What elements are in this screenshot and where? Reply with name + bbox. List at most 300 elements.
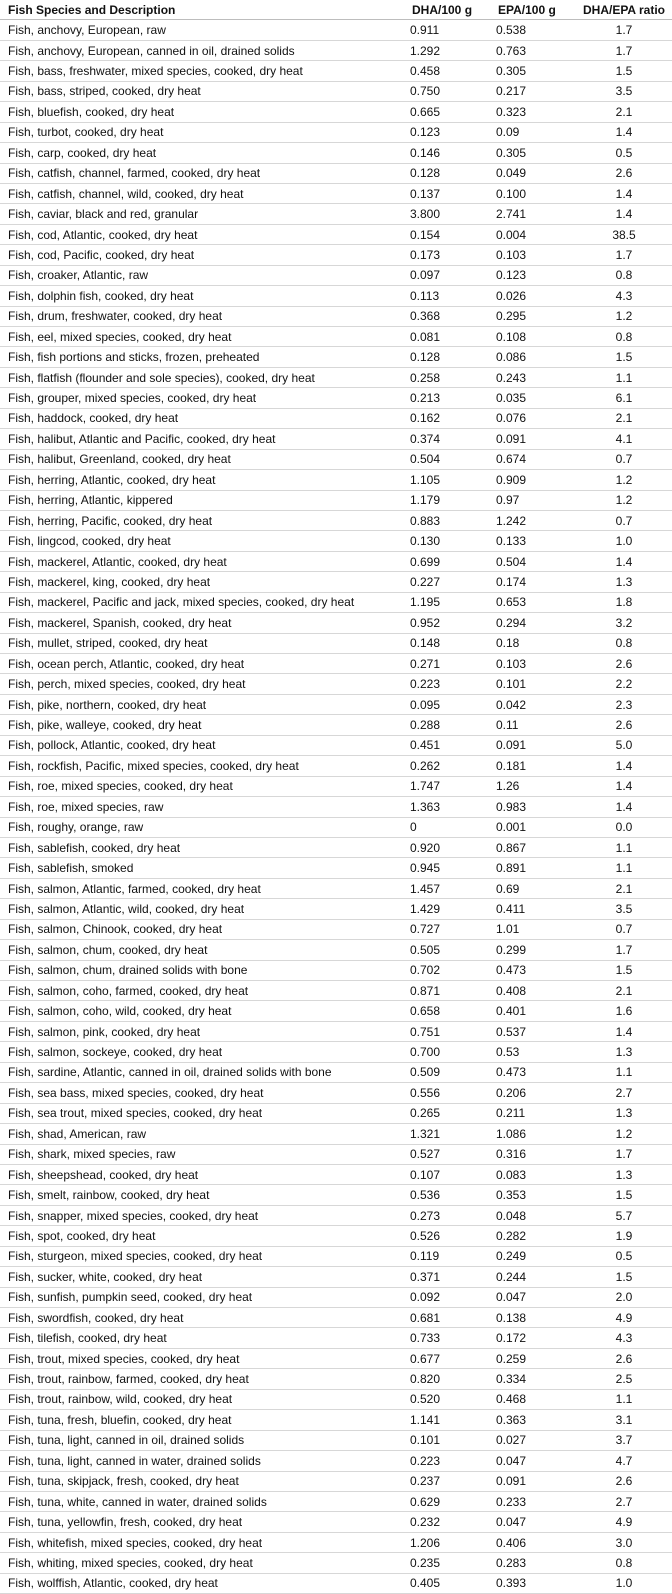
cell-epa: 0.100 [490,183,576,203]
cell-dha: 0.092 [404,1287,490,1307]
cell-epa: 0.172 [490,1328,576,1348]
cell-epa: 0.108 [490,327,576,347]
cell-ratio: 1.3 [576,1042,672,1062]
cell-dha: 0.368 [404,306,490,326]
cell-description: Fish, shad, American, raw [0,1124,404,1144]
cell-epa: 0.468 [490,1389,576,1409]
table-row [0,592,672,612]
cell-description: Fish, rockfish, Pacific, mixed species, cooked, dry heat [0,756,404,776]
cell-epa: 0.867 [490,837,576,857]
table-row [0,1532,672,1552]
table-row [0,531,672,551]
cell-ratio: 1.2 [576,1124,672,1144]
cell-epa: 0.393 [490,1573,576,1593]
cell-ratio: 1.1 [576,858,672,878]
cell-dha: 0 [404,817,490,837]
table-row [0,1164,672,1184]
table-row [0,817,672,837]
cell-dha: 0.451 [404,735,490,755]
cell-epa: 0.049 [490,163,576,183]
table-row [0,919,672,939]
cell-description: Fish, shark, mixed species, raw [0,1144,404,1164]
cell-ratio: 2.7 [576,1491,672,1511]
table-row [0,143,672,163]
cell-description: Fish, turbot, cooked, dry heat [0,122,404,142]
table-row [0,1553,672,1573]
cell-ratio: 1.4 [576,756,672,776]
cell-ratio: 1.7 [576,40,672,60]
cell-dha: 0.665 [404,102,490,122]
cell-description: Fish, drum, freshwater, cooked, dry heat [0,306,404,326]
table-row [0,1083,672,1103]
cell-dha: 0.101 [404,1430,490,1450]
cell-dha: 0.374 [404,429,490,449]
table-row [0,674,672,694]
cell-ratio: 1.5 [576,1267,672,1287]
cell-dha: 0.371 [404,1267,490,1287]
cell-dha: 0.130 [404,531,490,551]
cell-ratio: 1.0 [576,531,672,551]
cell-epa: 0.09 [490,122,576,142]
cell-dha: 1.429 [404,899,490,919]
table-row [0,388,672,408]
cell-description: Fish, tuna, white, canned in water, drained solids [0,1491,404,1511]
cell-dha: 0.733 [404,1328,490,1348]
cell-description: Fish, salmon, coho, wild, cooked, dry heat [0,1001,404,1021]
table-row [0,490,672,510]
cell-epa: 0.048 [490,1205,576,1225]
cell-epa: 0.259 [490,1348,576,1368]
cell-dha: 1.321 [404,1124,490,1144]
cell-ratio: 2.6 [576,1471,672,1491]
cell-description: Fish, ocean perch, Atlantic, cooked, dry heat [0,654,404,674]
cell-ratio: 2.6 [576,163,672,183]
cell-ratio: 1.4 [576,122,672,142]
cell-ratio: 1.1 [576,367,672,387]
table-row [0,1491,672,1511]
table-row [0,1144,672,1164]
cell-epa: 0.983 [490,797,576,817]
cell-dha: 0.271 [404,654,490,674]
cell-description: Fish, haddock, cooked, dry heat [0,408,404,428]
cell-description: Fish, sturgeon, mixed species, cooked, dry heat [0,1246,404,1266]
cell-epa: 0.18 [490,633,576,653]
cell-ratio: 1.5 [576,960,672,980]
cell-ratio: 2.2 [576,674,672,694]
table-row [0,1267,672,1287]
table-row [0,449,672,469]
cell-dha: 0.702 [404,960,490,980]
cell-epa: 0.091 [490,735,576,755]
cell-ratio: 4.9 [576,1512,672,1532]
cell-ratio: 1.1 [576,1389,672,1409]
table-row [0,367,672,387]
cell-epa: 0.123 [490,265,576,285]
cell-dha: 1.292 [404,40,490,60]
cell-epa: 0.538 [490,20,576,40]
cell-ratio: 1.1 [576,1062,672,1082]
cell-epa: 0.001 [490,817,576,837]
cell-dha: 0.162 [404,408,490,428]
cell-dha: 1.195 [404,592,490,612]
table-row [0,204,672,224]
cell-description: Fish, salmon, chum, cooked, dry heat [0,940,404,960]
table-row [0,776,672,796]
column-header-epa: EPA/100 g [490,0,576,20]
table-row [0,715,672,735]
cell-dha: 0.265 [404,1103,490,1123]
cell-description: Fish, roe, mixed species, raw [0,797,404,817]
table-row [0,1001,672,1021]
cell-dha: 0.405 [404,1573,490,1593]
cell-epa: 0.891 [490,858,576,878]
cell-epa: 0.674 [490,449,576,469]
table-row [0,429,672,449]
cell-epa: 0.299 [490,940,576,960]
cell-dha: 0.505 [404,940,490,960]
cell-dha: 0.223 [404,674,490,694]
cell-ratio: 1.2 [576,306,672,326]
cell-description: Fish, spot, cooked, dry heat [0,1226,404,1246]
cell-description: Fish, tuna, yellowfin, fresh, cooked, dry heat [0,1512,404,1532]
cell-description: Fish, tuna, skipjack, fresh, cooked, dry heat [0,1471,404,1491]
cell-epa: 0.091 [490,429,576,449]
cell-epa: 0.047 [490,1451,576,1471]
cell-ratio: 1.5 [576,61,672,81]
table-row [0,960,672,980]
table-row [0,510,672,530]
cell-description: Fish, halibut, Atlantic and Pacific, cooked, dry heat [0,429,404,449]
cell-epa: 0.323 [490,102,576,122]
cell-dha: 0.107 [404,1164,490,1184]
table-row [0,183,672,203]
cell-description: Fish, herring, Pacific, cooked, dry heat [0,510,404,530]
cell-ratio: 4.3 [576,286,672,306]
cell-epa: 0.133 [490,531,576,551]
cell-epa: 0.763 [490,40,576,60]
table-row [0,1185,672,1205]
cell-epa: 0.305 [490,61,576,81]
cell-epa: 0.295 [490,306,576,326]
column-header-dha: DHA/100 g [404,0,490,20]
cell-description: Fish, mackerel, Pacific and jack, mixed species, cooked, dry heat [0,592,404,612]
cell-description: Fish, salmon, chum, drained solids with bone [0,960,404,980]
table-row [0,122,672,142]
cell-epa: 0.243 [490,367,576,387]
table-row [0,1348,672,1368]
table-row [0,163,672,183]
cell-epa: 0.217 [490,81,576,101]
cell-epa: 0.401 [490,1001,576,1021]
cell-ratio: 3.1 [576,1410,672,1430]
cell-epa: 0.042 [490,694,576,714]
table-row [0,1389,672,1409]
cell-description: Fish, salmon, coho, farmed, cooked, dry heat [0,981,404,1001]
cell-epa: 0.411 [490,899,576,919]
cell-dha: 0.699 [404,551,490,571]
cell-description: Fish, smelt, rainbow, cooked, dry heat [0,1185,404,1205]
header-row [0,0,672,20]
table-row [0,1287,672,1307]
cell-ratio: 1.6 [576,1001,672,1021]
cell-dha: 0.137 [404,183,490,203]
table-row [0,797,672,817]
cell-epa: 0.206 [490,1083,576,1103]
cell-epa: 0.103 [490,654,576,674]
cell-description: Fish, whitefish, mixed species, cooked, dry heat [0,1532,404,1552]
cell-ratio: 0.8 [576,633,672,653]
table-row [0,470,672,490]
cell-ratio: 0.8 [576,1553,672,1573]
table-row [0,1410,672,1430]
cell-ratio: 0.0 [576,817,672,837]
cell-ratio: 1.4 [576,204,672,224]
cell-epa: 0.282 [490,1226,576,1246]
cell-epa: 0.473 [490,960,576,980]
cell-description: Fish, sea bass, mixed species, cooked, dry heat [0,1083,404,1103]
cell-dha: 0.119 [404,1246,490,1266]
cell-dha: 1.179 [404,490,490,510]
cell-ratio: 1.4 [576,797,672,817]
cell-description: Fish, pollock, Atlantic, cooked, dry heat [0,735,404,755]
cell-ratio: 0.8 [576,327,672,347]
cell-ratio: 1.3 [576,1103,672,1123]
cell-dha: 0.952 [404,613,490,633]
cell-ratio: 2.6 [576,1348,672,1368]
cell-epa: 0.69 [490,878,576,898]
cell-description: Fish, mackerel, king, cooked, dry heat [0,572,404,592]
cell-description: Fish, wolffish, Atlantic, cooked, dry heat [0,1573,404,1593]
cell-dha: 0.154 [404,224,490,244]
table-row [0,306,672,326]
cell-ratio: 0.8 [576,265,672,285]
cell-epa: 0.504 [490,551,576,571]
cell-description: Fish, anchovy, European, raw [0,20,404,40]
cell-ratio: 3.0 [576,1532,672,1552]
cell-description: Fish, carp, cooked, dry heat [0,143,404,163]
table-row [0,408,672,428]
table-row [0,694,672,714]
cell-description: Fish, pike, northern, cooked, dry heat [0,694,404,714]
cell-ratio: 1.2 [576,490,672,510]
cell-epa: 0.283 [490,1553,576,1573]
cell-epa: 0.316 [490,1144,576,1164]
cell-dha: 0.681 [404,1308,490,1328]
cell-dha: 0.081 [404,327,490,347]
cell-dha: 1.206 [404,1532,490,1552]
cell-description: Fish, sheepshead, cooked, dry heat [0,1164,404,1184]
cell-ratio: 5.0 [576,735,672,755]
table-row [0,81,672,101]
cell-description: Fish, sablefish, smoked [0,858,404,878]
cell-description: Fish, sea trout, mixed species, cooked, dry heat [0,1103,404,1123]
cell-description: Fish, roughy, orange, raw [0,817,404,837]
cell-dha: 0.677 [404,1348,490,1368]
cell-epa: 0.406 [490,1532,576,1552]
cell-epa: 1.01 [490,919,576,939]
cell-ratio: 1.0 [576,1573,672,1593]
cell-dha: 0.235 [404,1553,490,1573]
table-row [0,20,672,40]
cell-epa: 0.026 [490,286,576,306]
cell-description: Fish, cod, Pacific, cooked, dry heat [0,245,404,265]
cell-description: Fish, catfish, channel, farmed, cooked, dry heat [0,163,404,183]
cell-ratio: 1.5 [576,1185,672,1205]
cell-description: Fish, halibut, Greenland, cooked, dry heat [0,449,404,469]
cell-ratio: 2.1 [576,878,672,898]
cell-dha: 0.146 [404,143,490,163]
cell-description: Fish, trout, rainbow, farmed, cooked, dry heat [0,1369,404,1389]
cell-ratio: 2.5 [576,1369,672,1389]
cell-epa: 0.047 [490,1512,576,1532]
cell-description: Fish, tuna, fresh, bluefin, cooked, dry heat [0,1410,404,1430]
table-row [0,572,672,592]
table-body [0,20,672,1594]
table-row [0,1042,672,1062]
cell-epa: 0.035 [490,388,576,408]
table-row [0,940,672,960]
cell-dha: 0.820 [404,1369,490,1389]
cell-description: Fish, croaker, Atlantic, raw [0,265,404,285]
cell-dha: 0.945 [404,858,490,878]
cell-epa: 0.138 [490,1308,576,1328]
table-row [0,1205,672,1225]
cell-dha: 0.123 [404,122,490,142]
cell-description: Fish, sardine, Atlantic, canned in oil, drained solids with bone [0,1062,404,1082]
cell-ratio: 2.0 [576,1287,672,1307]
cell-ratio: 4.9 [576,1308,672,1328]
table-row [0,102,672,122]
cell-ratio: 2.1 [576,981,672,1001]
table-row [0,1062,672,1082]
cell-description: Fish, salmon, sockeye, cooked, dry heat [0,1042,404,1062]
cell-epa: 0.086 [490,347,576,367]
cell-description: Fish, trout, mixed species, cooked, dry heat [0,1348,404,1368]
cell-description: Fish, bass, freshwater, mixed species, cooked, dry heat [0,61,404,81]
table-row [0,1369,672,1389]
cell-ratio: 1.4 [576,183,672,203]
table-row [0,1103,672,1123]
table-row [0,981,672,1001]
cell-ratio: 3.7 [576,1430,672,1450]
cell-ratio: 2.3 [576,694,672,714]
cell-description: Fish, anchovy, European, canned in oil, drained solids [0,40,404,60]
cell-description: Fish, tuna, light, canned in oil, drained solids [0,1430,404,1450]
cell-dha: 0.629 [404,1491,490,1511]
cell-dha: 0.213 [404,388,490,408]
cell-ratio: 1.8 [576,592,672,612]
cell-dha: 1.747 [404,776,490,796]
cell-epa: 0.653 [490,592,576,612]
table-row [0,551,672,571]
cell-description: Fish, lingcod, cooked, dry heat [0,531,404,551]
cell-dha: 0.920 [404,837,490,857]
cell-epa: 0.249 [490,1246,576,1266]
cell-dha: 0.658 [404,1001,490,1021]
cell-dha: 0.273 [404,1205,490,1225]
cell-description: Fish, tilefish, cooked, dry heat [0,1328,404,1348]
cell-dha: 1.105 [404,470,490,490]
cell-epa: 0.083 [490,1164,576,1184]
cell-dha: 0.128 [404,163,490,183]
table-row [0,1430,672,1450]
table-row [0,613,672,633]
cell-epa: 0.97 [490,490,576,510]
cell-description: Fish, perch, mixed species, cooked, dry heat [0,674,404,694]
cell-dha: 0.095 [404,694,490,714]
cell-epa: 0.537 [490,1021,576,1041]
table-row [0,1226,672,1246]
cell-ratio: 1.3 [576,572,672,592]
cell-ratio: 0.7 [576,919,672,939]
cell-dha: 0.700 [404,1042,490,1062]
cell-dha: 0.262 [404,756,490,776]
cell-dha: 1.363 [404,797,490,817]
table-row [0,40,672,60]
cell-ratio: 2.7 [576,1083,672,1103]
cell-ratio: 6.1 [576,388,672,408]
cell-epa: 0.353 [490,1185,576,1205]
cell-description: Fish, herring, Atlantic, kippered [0,490,404,510]
table-row [0,1021,672,1041]
cell-description: Fish, herring, Atlantic, cooked, dry heat [0,470,404,490]
table-row [0,858,672,878]
table-row [0,327,672,347]
cell-description: Fish, salmon, Chinook, cooked, dry heat [0,919,404,939]
cell-dha: 0.237 [404,1471,490,1491]
cell-epa: 0.174 [490,572,576,592]
table-row [0,1124,672,1144]
cell-epa: 0.027 [490,1430,576,1450]
cell-dha: 0.458 [404,61,490,81]
cell-dha: 0.113 [404,286,490,306]
cell-description: Fish, salmon, Atlantic, farmed, cooked, dry heat [0,878,404,898]
cell-description: Fish, eel, mixed species, cooked, dry heat [0,327,404,347]
cell-description: Fish, pike, walleye, cooked, dry heat [0,715,404,735]
cell-dha: 0.911 [404,20,490,40]
table-row [0,1328,672,1348]
cell-description: Fish, bluefish, cooked, dry heat [0,102,404,122]
cell-epa: 1.26 [490,776,576,796]
cell-description: Fish, fish portions and sticks, frozen, preheated [0,347,404,367]
cell-description: Fish, cod, Atlantic, cooked, dry heat [0,224,404,244]
cell-dha: 1.141 [404,1410,490,1430]
cell-dha: 0.148 [404,633,490,653]
cell-description: Fish, snapper, mixed species, cooked, dry heat [0,1205,404,1225]
cell-epa: 0.233 [490,1491,576,1511]
column-header-ratio: DHA/EPA ratio [576,0,672,20]
table-row [0,1451,672,1471]
cell-ratio: 2.1 [576,102,672,122]
cell-description: Fish, dolphin fish, cooked, dry heat [0,286,404,306]
cell-description: Fish, catfish, channel, wild, cooked, dry heat [0,183,404,203]
cell-ratio: 3.2 [576,613,672,633]
cell-ratio: 2.6 [576,715,672,735]
table-row [0,224,672,244]
cell-dha: 0.504 [404,449,490,469]
cell-description: Fish, bass, striped, cooked, dry heat [0,81,404,101]
cell-ratio: 0.7 [576,449,672,469]
cell-epa: 0.181 [490,756,576,776]
cell-description: Fish, sablefish, cooked, dry heat [0,837,404,857]
table-row [0,654,672,674]
cell-ratio: 2.1 [576,408,672,428]
cell-ratio: 3.5 [576,81,672,101]
table-row [0,265,672,285]
cell-epa: 0.909 [490,470,576,490]
table-row [0,1512,672,1532]
cell-description: Fish, sunfish, pumpkin seed, cooked, dry heat [0,1287,404,1307]
